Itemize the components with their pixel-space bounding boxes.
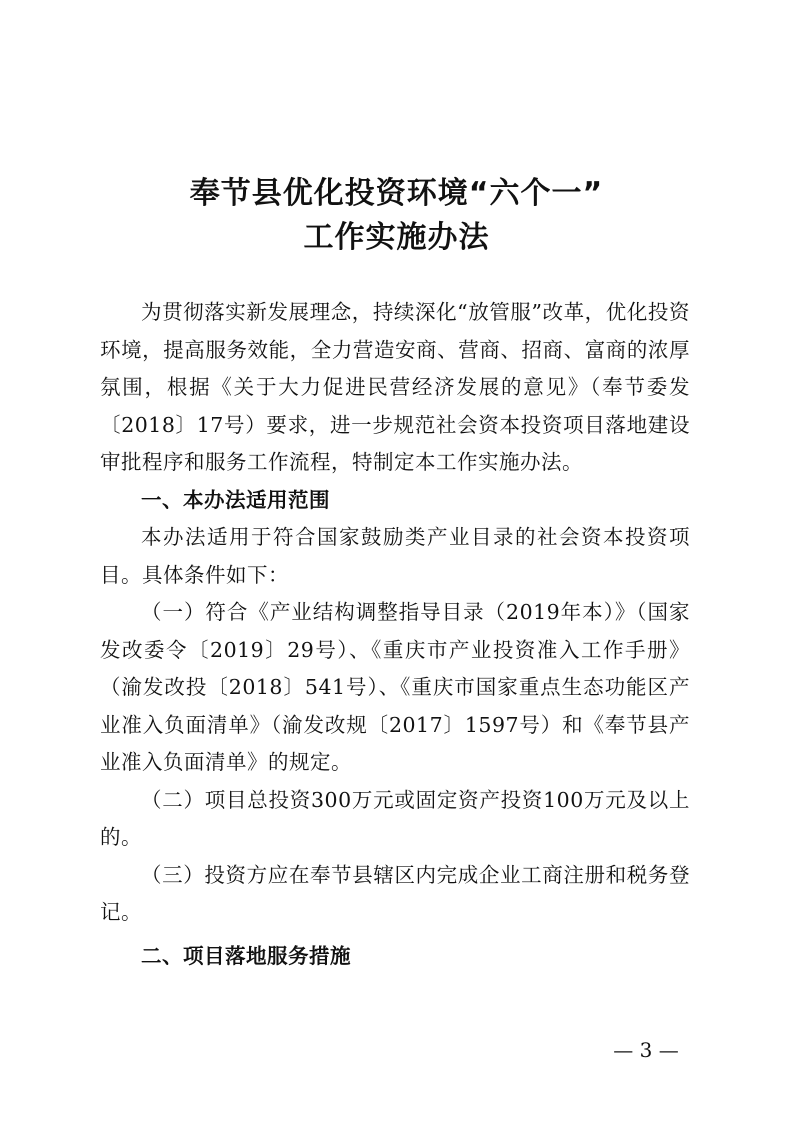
section-1-heading: 一、本办法适用范围 — [141, 487, 330, 512]
document-title-line-1: 奉节县优化投资环境“六个一” — [189, 176, 604, 211]
document-body — [100, 294, 690, 975]
section-2-heading: 二、项目落地服务措施 — [141, 943, 351, 968]
intro-paragraph: 为贯彻落实新发展理念，持续深化“放管服”改革，优化投资环境，提高服务效能，全力营造安商、营商、招商、富商的浓厚氛围，根据《关于大力促进民营经济发展的意见》（奉节委发〔2018〕17号）要求，进一步规范社会资本投资项目落地建设审批程序和服务工作流程，特制定本工作实施办法。 — [100, 300, 690, 474]
page-number: — 3 — — [613, 1038, 679, 1062]
section-1-paragraph: 本办法适用于符合国家鼓励类产业目录的社会资本投资项目。具体条件如下： — [100, 525, 690, 587]
condition-item-3: （三）投资方应在奉节县辖区内完成企业工商注册和税务登记。 — [100, 862, 690, 924]
document-title-line-2: 工作实施办法 — [303, 220, 490, 255]
condition-item-2: （二）项目总投资300万元或固定资产投资100万元及以上的。 — [100, 787, 690, 849]
condition-item-1: （一）符合《产业结构调整指导目录（2019年本）》（国家发改委令〔2019〕29号）、《重庆市产业投资准入工作手册》（渝发改投〔2018〕541号）、《重庆市国家重点生态功能区产业准入负面清单》（渝发改规〔2017〕1597号）和《奉节县产业准入负面清单》的规定。 — [100, 600, 690, 774]
